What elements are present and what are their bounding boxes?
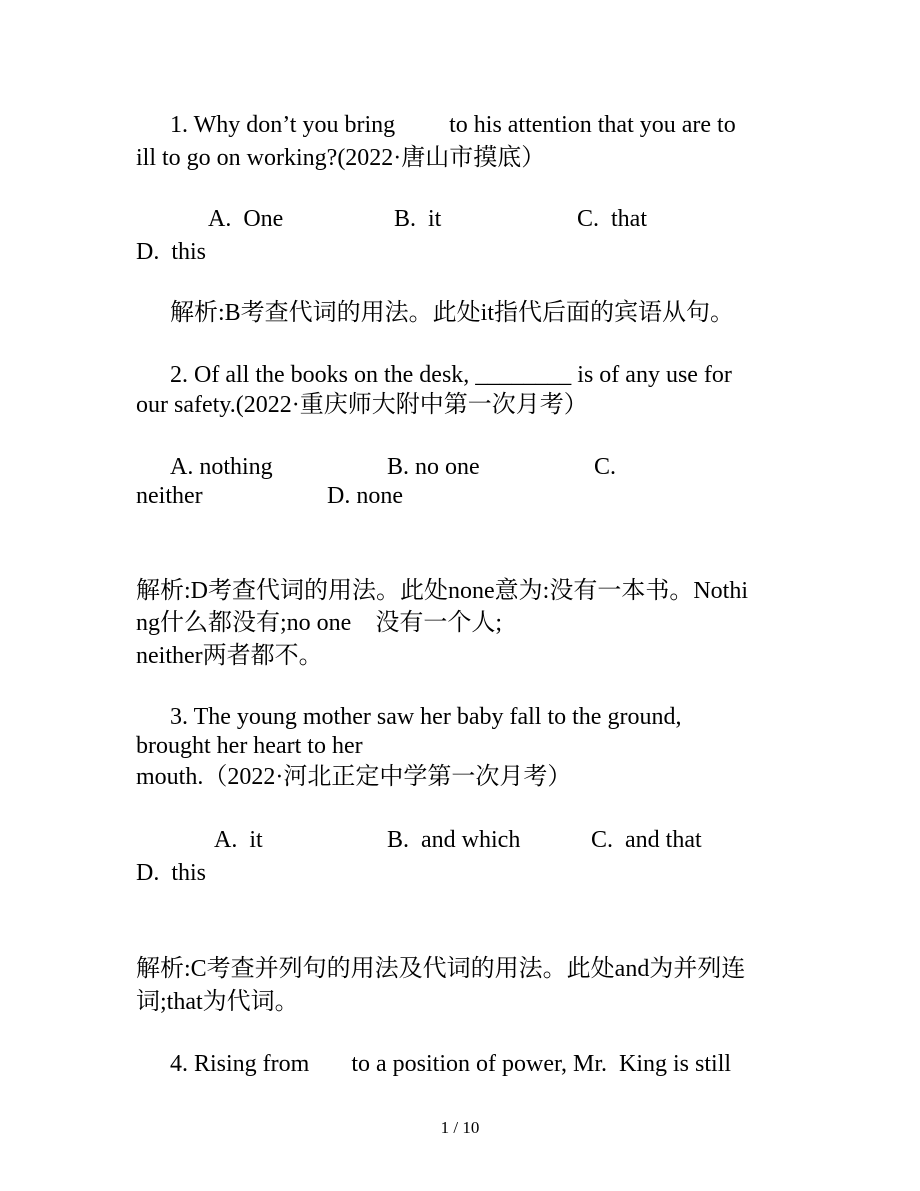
q2-option-a: A. nothing bbox=[170, 454, 273, 480]
q1-option-d: D. this bbox=[136, 239, 207, 265]
q1-option-c: C. that bbox=[577, 206, 647, 232]
q2-option-c: C. bbox=[594, 454, 617, 480]
q3-stem-line3: mouth.（2022·河北正定中学第一次月考） bbox=[136, 764, 572, 790]
q3-option-d: D. this bbox=[136, 860, 207, 886]
q2-analysis-line1: 解析:D考查代词的用法。此处none意为:没有一本书。Nothi bbox=[136, 578, 748, 604]
q3-analysis-line2: 词;that为代词。 bbox=[136, 989, 299, 1015]
q3-stem-line2: brought her heart to her bbox=[136, 733, 363, 759]
q2-analysis-line2: ng什么都没有;no one 没有一个人; bbox=[136, 610, 502, 636]
q3-stem-line1: 3. The young mother saw her baby fall to the ground, bbox=[170, 704, 682, 730]
q3-option-c: C. and that bbox=[591, 827, 702, 853]
q1-stem-line1: 1. Why don’t you bring to his attention that you are to bbox=[170, 112, 736, 138]
q1-stem-line2: ill to go on working?(2022·唐山市摸底） bbox=[136, 145, 546, 171]
q2-option-d: D. none bbox=[327, 483, 403, 509]
q2-option-b: B. no one bbox=[387, 454, 480, 480]
q2-stem-line1: 2. Of all the books on the desk, ________ is of any use for bbox=[170, 362, 732, 388]
q3-analysis-line1: 解析:C考查并列句的用法及代词的用法。此处and为并列连 bbox=[136, 956, 746, 982]
q2-option-c-cont: neither bbox=[136, 483, 203, 509]
q2-stem-line2: our safety.(2022·重庆师大附中第一次月考） bbox=[136, 392, 588, 418]
q4-stem-line1: 4. Rising from to a position of power, Mr. King is still bbox=[170, 1051, 732, 1077]
q2-analysis-line3: neither两者都不。 bbox=[136, 643, 323, 669]
q1-option-b: B. it bbox=[394, 206, 442, 232]
q3-option-a: A. it bbox=[214, 827, 263, 853]
q1-option-a: A. One bbox=[208, 206, 284, 232]
q1-analysis: 解析:B考查代词的用法。此处it指代后面的宾语从句。 bbox=[170, 300, 735, 326]
page-number: 1 / 10 bbox=[440, 1118, 480, 1137]
q3-option-b: B. and which bbox=[387, 827, 521, 853]
